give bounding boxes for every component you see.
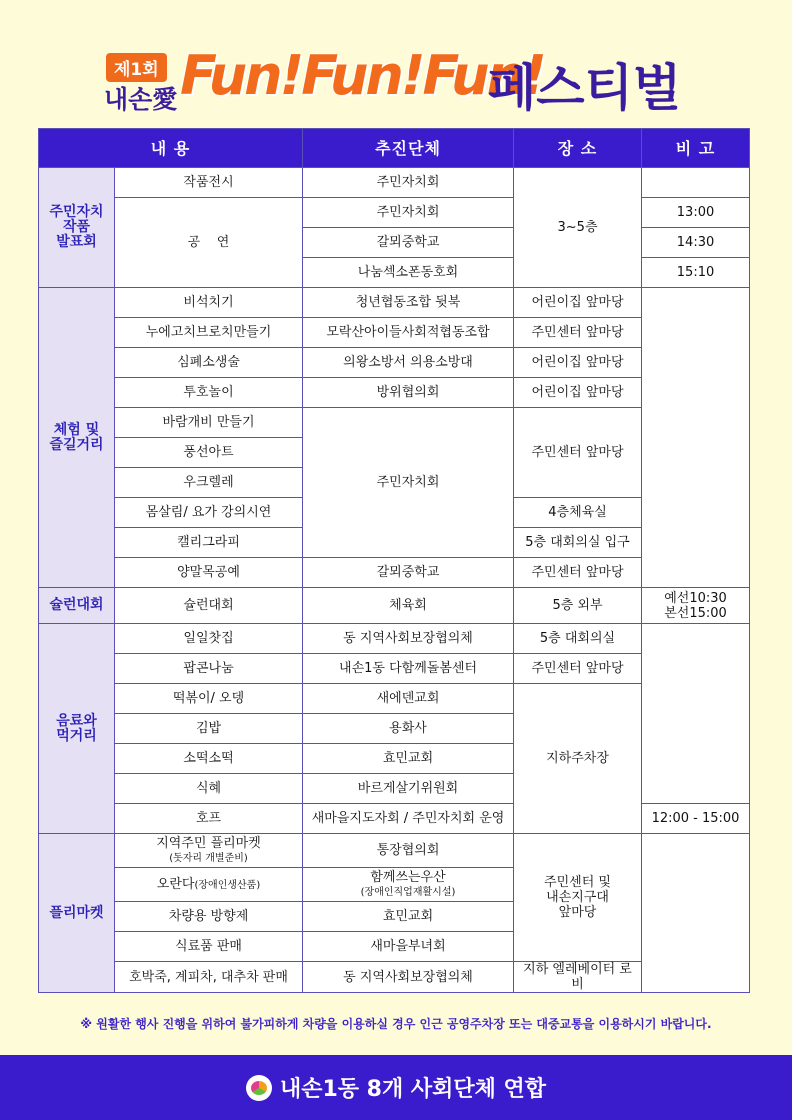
content-cell: 식료품 판매 — [115, 932, 303, 962]
content-cell — [115, 834, 303, 868]
content-sub: (돗자리 개별준비) — [169, 852, 248, 864]
place-cell: 어린이집 앞마당 — [514, 378, 642, 408]
org-cell: 주민자치회 — [303, 168, 514, 198]
col-header-content: 내 용 — [39, 129, 303, 168]
place-cell: 주민센터 앞마당 — [514, 558, 642, 588]
content-cell: 몸살림/ 요가 강의시연 — [115, 498, 303, 528]
content-cell: 차량용 방향제 — [115, 902, 303, 932]
note-cell: 12:00 - 15:00 — [642, 804, 750, 834]
content-cell: 풍선아트 — [115, 438, 303, 468]
content-cell: 호프 — [115, 804, 303, 834]
org-cell: 바르게살기위원회 — [303, 774, 514, 804]
fun-title: Fun!Fun!Fun! — [180, 44, 544, 107]
footer-content — [0, 1055, 792, 1120]
page-header — [0, 0, 792, 128]
footer-bar — [0, 1055, 792, 1120]
content-cell: 비석치기 — [115, 288, 303, 318]
org-cell: 효민교회 — [303, 744, 514, 774]
content-cell: 일일찻집 — [115, 624, 303, 654]
place-cell: 주민센터 앞마당 — [514, 408, 642, 498]
content-main: 오란다 — [156, 876, 195, 892]
org-cell: 새마을지도자회 / 주민자치회 운영 — [303, 804, 514, 834]
place-cell: 5층 외부 — [514, 588, 642, 624]
place-cell: 주민센터 및 내손지구대 앞마당 — [514, 834, 642, 962]
note-cell — [642, 834, 750, 993]
content-cell: 바람개비 만들기 — [115, 408, 303, 438]
org-cell: 나눔섹소폰동호회 — [303, 258, 514, 288]
note-cell: 예선10:30 본선15:00 — [642, 588, 750, 624]
content-cell: 작품전시 — [115, 168, 303, 198]
content-cell — [115, 868, 303, 902]
category-cell: 플리마켓 — [39, 834, 115, 993]
place-cell: 지하 엘레베이터 로비 — [514, 962, 642, 993]
festival-title: 페스티벌 — [488, 59, 682, 117]
content-cell: 공 연 — [115, 198, 303, 288]
org-main: 함께쓰는우산 — [370, 869, 446, 885]
content-cell: 호박죽, 계피차, 대추차 판매 — [115, 962, 303, 993]
org-cell: 청년협동조합 뒷북 — [303, 288, 514, 318]
content-cell: 식혜 — [115, 774, 303, 804]
category-cell: 음료와 먹거리 — [39, 624, 115, 834]
content-cell: 김밥 — [115, 714, 303, 744]
org-cell — [303, 868, 514, 902]
content-cell: 심폐소생술 — [115, 348, 303, 378]
org-cell: 용화사 — [303, 714, 514, 744]
content-main: 지역주민 플리마켓 — [156, 835, 261, 851]
edition-badge: 제1회 — [106, 53, 167, 82]
content-cell: 소떡소떡 — [115, 744, 303, 774]
place-cell: 4층체육실 — [514, 498, 642, 528]
content-cell: 떡볶이/ 오뎅 — [115, 684, 303, 714]
content-cell: 캘리그라피 — [115, 528, 303, 558]
org-cell: 갈뫼중학교 — [303, 558, 514, 588]
table-header-row — [39, 129, 750, 168]
brand-name: 내손愛 — [104, 85, 178, 114]
table-row — [39, 168, 750, 198]
table-row — [39, 624, 750, 654]
org-cell: 새에덴교회 — [303, 684, 514, 714]
table-row — [39, 198, 750, 228]
organization-logo-icon — [246, 1075, 272, 1101]
content-cell: 우크렐레 — [115, 468, 303, 498]
note-cell — [642, 288, 750, 588]
note-cell: 13:00 — [642, 198, 750, 228]
org-cell: 갈뫼중학교 — [303, 228, 514, 258]
table-row — [39, 804, 750, 834]
col-header-note: 비 고 — [642, 129, 750, 168]
org-cell: 방위협의회 — [303, 378, 514, 408]
place-cell: 어린이집 앞마당 — [514, 288, 642, 318]
table-row — [39, 834, 750, 868]
org-cell: 의왕소방서 의용소방대 — [303, 348, 514, 378]
place-cell: 주민센터 앞마당 — [514, 318, 642, 348]
place-cell: 주민센터 앞마당 — [514, 654, 642, 684]
org-cell: 새마을부녀회 — [303, 932, 514, 962]
table-row — [39, 588, 750, 624]
note-cell: 15:10 — [642, 258, 750, 288]
category-cell: 주민자치 작품 발표회 — [39, 168, 115, 288]
category-cell: 슐런대회 — [39, 588, 115, 624]
org-cell: 주민자치회 — [303, 408, 514, 558]
organization-name: 내손1동 8개 사회단체 연합 — [279, 1077, 547, 1102]
content-sub: (장애인생산품) — [194, 879, 261, 891]
content-cell: 슐런대회 — [115, 588, 303, 624]
note-cell: 14:30 — [642, 228, 750, 258]
place-cell: 5층 대회의실 — [514, 624, 642, 654]
place-cell: 5층 대회의실 입구 — [514, 528, 642, 558]
place-cell: 3~5층 — [514, 168, 642, 288]
org-cell: 주민자치회 — [303, 198, 514, 228]
org-sub: (장애인직업재활시설) — [360, 886, 456, 898]
note-cell — [642, 624, 750, 804]
org-cell: 효민교회 — [303, 902, 514, 932]
col-header-place: 장 소 — [514, 129, 642, 168]
org-cell: 통장협의회 — [303, 834, 514, 868]
schedule-table — [38, 128, 750, 993]
table-row — [39, 288, 750, 318]
content-cell: 투호놀이 — [115, 378, 303, 408]
org-cell: 체육회 — [303, 588, 514, 624]
content-cell: 양말목공예 — [115, 558, 303, 588]
content-cell: 누에고치브로치만들기 — [115, 318, 303, 348]
notice-text: ※ 원활한 행사 진행을 위하여 불가피하게 차량을 이용하실 경우 인근 공영주차장 또는 대중교통을 이용하시기 바랍니다. — [80, 1017, 712, 1031]
place-cell: 지하주차장 — [514, 684, 642, 834]
place-cell: 어린이집 앞마당 — [514, 348, 642, 378]
category-cell: 체험 및 즐길거리 — [39, 288, 115, 588]
note-cell — [642, 168, 750, 198]
content-cell: 팝콘나눔 — [115, 654, 303, 684]
org-cell: 모락산아이들사회적협동조합 — [303, 318, 514, 348]
org-cell: 동 지역사회보장협의체 — [303, 624, 514, 654]
org-cell: 동 지역사회보장협의체 — [303, 962, 514, 993]
org-cell: 내손1동 다함께돌봄센터 — [303, 654, 514, 684]
col-header-org: 추진단체 — [303, 129, 514, 168]
